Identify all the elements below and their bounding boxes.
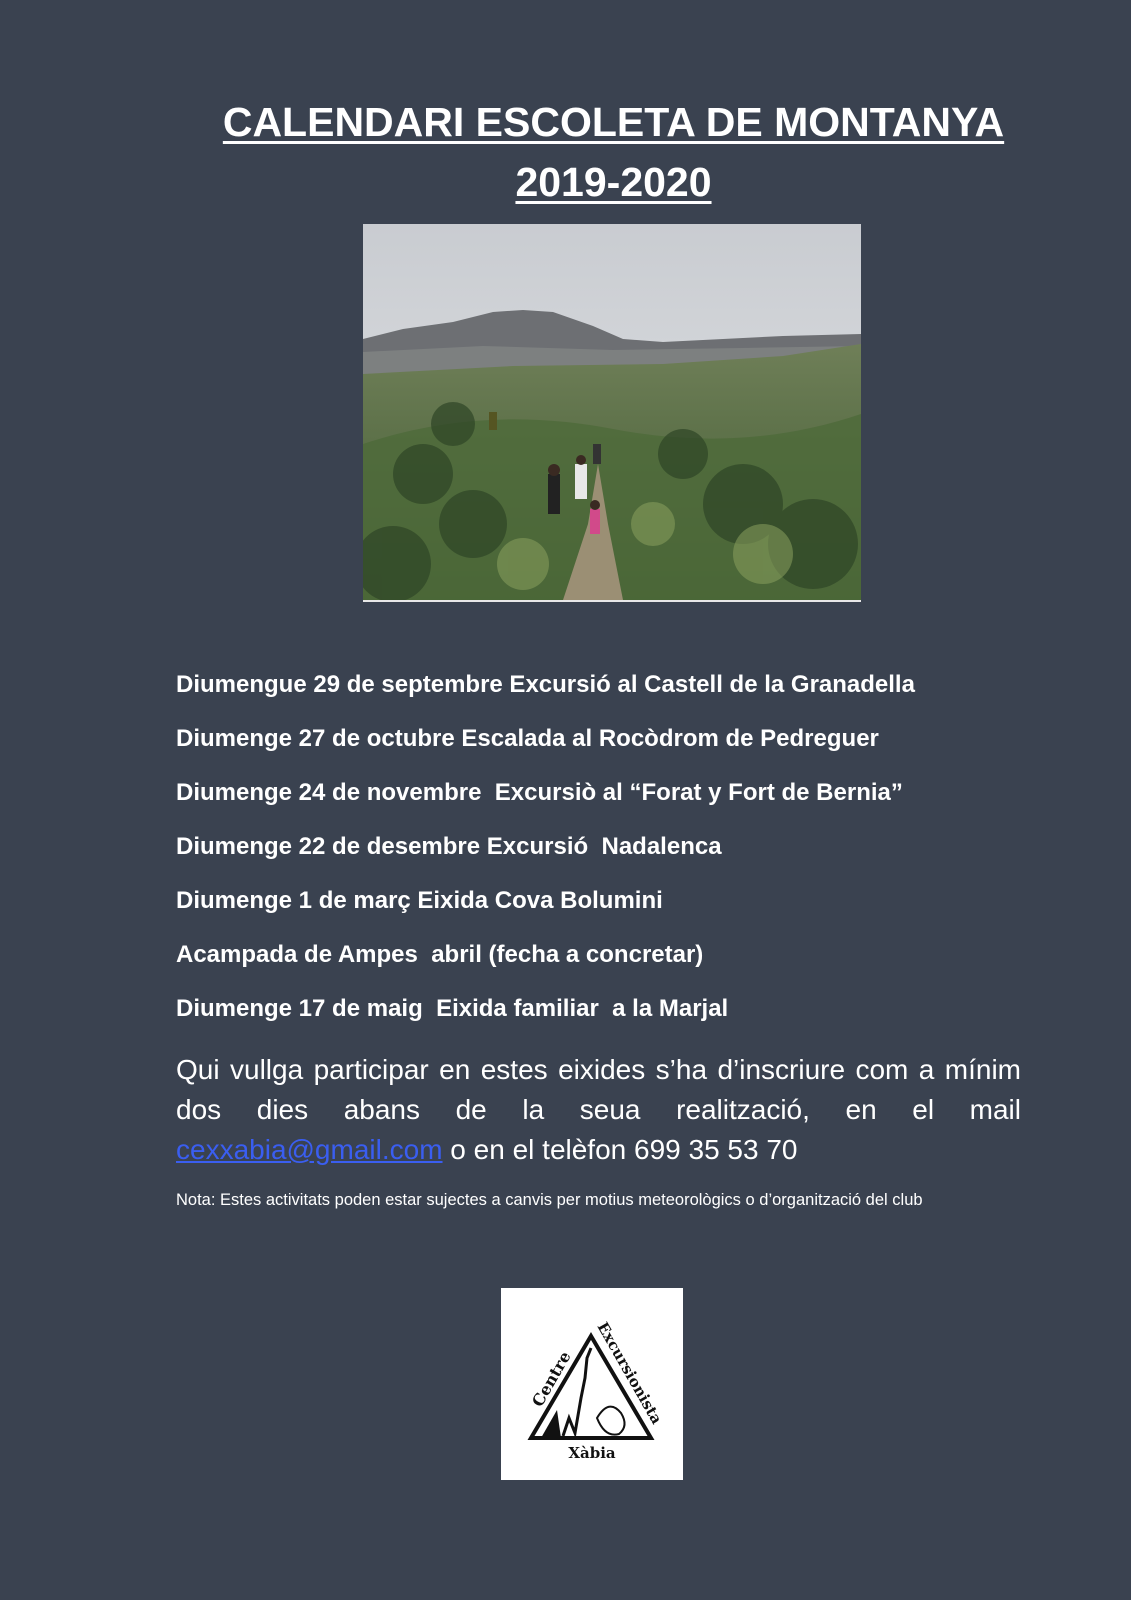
event-item: Acampada de Ampes abril (fecha a concretar) — [176, 941, 704, 968]
page-title — [0, 92, 1131, 212]
event-item: Diumenge 24 de novembre Excursiò al “Forat y Fort de Bernia” — [176, 779, 903, 806]
event-item: Diumenge 22 de desembre Excursió Nadalenca — [176, 833, 722, 860]
title-line-2: 2019-2020 — [515, 159, 712, 205]
info-phone-text: o en el telèfon 699 35 53 70 — [442, 1134, 798, 1165]
hiking-photo — [363, 224, 861, 602]
title-line-1: CALENDARI ESCOLETA DE MONTANYA — [222, 99, 1005, 145]
note-text: Nota: Estes activitats poden estar sujectes a canvis per motius meteorològics o d’organització del club — [176, 1191, 923, 1209]
event-item: Diumenge 1 de març Eixida Cova Bolumini — [176, 887, 663, 914]
club-logo — [501, 1288, 683, 1480]
event-item: Diumengue 29 de septembre Excursió al Castell de la Granadella — [176, 671, 915, 698]
event-item: Diumenge 27 de octubre Escalada al Rocòdrom de Pedreguer — [176, 725, 879, 752]
email-link[interactable]: cexxabia@gmail.com — [176, 1134, 443, 1165]
registration-info — [176, 1050, 1021, 1170]
info-text: Qui vullga participar en estes eixides s’ha d’inscriure com a mínim dos dies abans de la seua realització, en el mail — [176, 1054, 1021, 1125]
event-item: Diumenge 17 de maig Eixida familiar a la Marjal — [176, 995, 729, 1022]
logo-word-right: Excursionista — [593, 1319, 666, 1428]
logo-word-top: Centre — [527, 1348, 575, 1410]
event-list — [176, 670, 1036, 1048]
logo-word-bottom: Xàbia — [568, 1444, 616, 1462]
svg-text:Excursionista — [594, 1319, 666, 1427]
